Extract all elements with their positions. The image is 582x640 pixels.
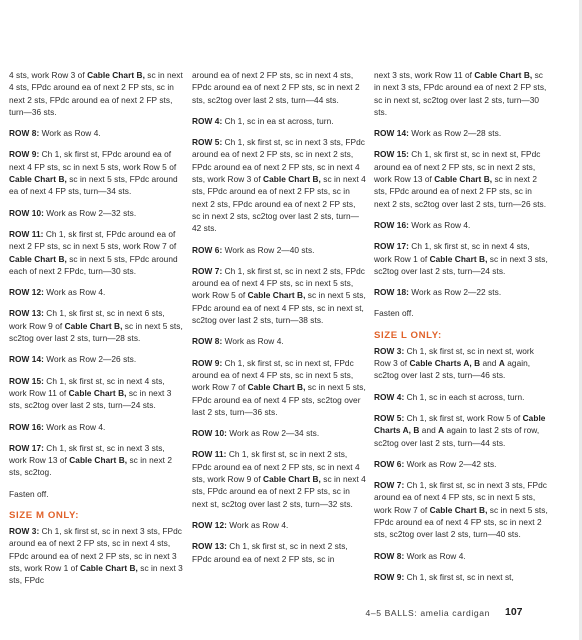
emphasis-text: Cable Chart B, xyxy=(69,455,128,466)
instruction-paragraph xyxy=(374,127,548,139)
instruction-paragraph xyxy=(374,479,548,540)
body-text: sc in next 3 sts, FPdc around ea of next 2 FP sts, sc in next st, sc2tog over last 2 sts, turn—30 sts. xyxy=(374,70,547,117)
body-text: Ch 1, sk first st, sc in next 3 sts, FPdc around ea of next 2 FP sts, sc in next 4 sts, FPdc around ea of next 2 FP sts, sc in next 3 sts, work Row 1 of xyxy=(9,526,182,573)
instruction-paragraph xyxy=(374,286,548,298)
body-text: sc in next 5 sts, sc2tog over last 2 sts, turn—28 sts. xyxy=(9,320,183,344)
instruction-paragraph xyxy=(9,525,183,586)
body-text: Work as Row 4. xyxy=(408,219,471,230)
body-text: Work as Row 4. xyxy=(404,550,466,561)
instruction-paragraph xyxy=(9,127,183,139)
emphasis-text: Cable Chart B, xyxy=(64,320,123,331)
body-text: Work as Row 2—32 sts. xyxy=(43,207,137,218)
page-number: 107 xyxy=(505,606,523,618)
emphasis-text: ROW 5: xyxy=(192,137,223,148)
body-text: Ch 1, sc in each st across, turn. xyxy=(404,391,525,402)
body-text: Ch 1, sk first st, sc in next 3 sts, work Row 13 of xyxy=(9,442,165,466)
instruction-paragraph xyxy=(9,375,183,412)
body-text: Work as Row 2—28 sts. xyxy=(408,128,502,139)
emphasis-text: ROW 6: xyxy=(192,244,223,255)
emphasis-text: ROW 4: xyxy=(374,391,405,402)
body-text: sc in next 2 sts, FPdc around ea of next 2 FP sts, sc in next 2 sts, sc2tog over last 2 sts, turn—26 sts. xyxy=(374,174,547,209)
emphasis-text: Cable Charts A, B xyxy=(374,412,546,436)
instruction-paragraph xyxy=(9,228,183,277)
emphasis-text: ROW 14: xyxy=(374,128,409,139)
body-text: Fasten off. xyxy=(9,488,49,499)
emphasis-text: ROW 8: xyxy=(192,336,223,347)
body-text: and xyxy=(419,425,439,436)
instruction-paragraph xyxy=(374,148,548,209)
body-text: Ch 1, sk first st, sc in next 3 sts, FPdc around ea of next 4 FP sts, sc in next 5 sts, work Row 7 of xyxy=(374,480,547,515)
emphasis-text: ROW 17: xyxy=(374,241,409,252)
emphasis-text: Cable Chart B, xyxy=(429,504,488,515)
body-text: Ch 1, sk first st, sc in next 3 sts, FPdc around ea of next 2 FP sts, sc in next 2 sts, FPdc around ea of next 2 FP sts, sc in next 4 sts, work Row 3 of xyxy=(192,137,365,185)
body-text: sc in next 3 sts, sc2tog over last 2 sts, turn—24 sts. xyxy=(374,253,548,276)
instruction-paragraph xyxy=(374,307,548,319)
section-heading xyxy=(9,509,183,522)
emphasis-text: ROW 7: xyxy=(374,480,405,491)
instruction-paragraph xyxy=(9,207,183,219)
emphasis-text: Cable Chart B, xyxy=(263,474,321,485)
emphasis-text: ROW 12: xyxy=(9,287,44,298)
instruction-paragraph xyxy=(192,448,366,509)
body-text: Work as Row 4. xyxy=(39,128,101,139)
emphasis-text: ROW 13: xyxy=(192,541,227,552)
emphasis-text: ROW 9: xyxy=(192,357,223,368)
emphasis-text: ROW 5: xyxy=(374,412,405,423)
instruction-paragraph xyxy=(9,421,183,433)
instruction-paragraph xyxy=(192,519,366,531)
body-text: Work as Row 2—26 sts. xyxy=(43,354,137,365)
instruction-paragraph xyxy=(374,550,548,562)
body-text: Work as Row 2—34 sts. xyxy=(226,428,320,439)
body-text: sc in next 5 sts, FPdc around ea of next 4 FP sts, turn—34 sts. xyxy=(9,174,178,197)
body-text: Ch 1, sk first st, FPdc around ea of next 4 FP sts, sc in next 5 sts, work Row 5 of xyxy=(9,149,177,172)
body-text: Work as Row 4. xyxy=(222,336,284,347)
running-footer-title: 4–5 BALLS: amelia cardigan xyxy=(365,608,490,618)
emphasis-text: ROW 13: xyxy=(9,308,44,319)
body-text: Work as Row 4. xyxy=(43,287,106,298)
column-right xyxy=(374,69,548,592)
emphasis-text: ROW 9: xyxy=(9,149,40,160)
body-text: Ch 1, sk first st, work Row 5 of xyxy=(404,412,523,423)
body-text: Ch 1, sk first st, FPdc around ea of next 2 FP sts, sc in next 5 sts, work Row 7 of xyxy=(9,228,177,252)
emphasis-text: ROW 10: xyxy=(192,428,227,439)
emphasis-text: Cable Chart B, xyxy=(434,174,493,185)
emphasis-text: ROW 15: xyxy=(374,149,409,160)
body-text: sc in next 2 sts, sc2tog. xyxy=(9,455,173,478)
body-text: Ch 1, sk first st, sc in next st, work Row 3 of xyxy=(374,345,534,369)
emphasis-text: ROW 11: xyxy=(192,449,227,460)
body-text: sc in next 5 sts, FPdc around ea of next 4 FP sts, sc in next 2 sts, sc2tog over last 2 sts, turn—40 sts. xyxy=(374,504,548,540)
instruction-paragraph xyxy=(374,412,548,449)
body-text: sc in next 5 sts, FPdc around ea of next 4 FP sts, sc in next st, sc2tog over last 2 sts, turn—38 sts. xyxy=(192,290,366,326)
body-text: Work as Row 2—40 sts. xyxy=(222,244,315,255)
body-text: again to last 2 sts of row, sc2tog over last 2 sts, turn—44 sts. xyxy=(374,425,540,448)
instruction-paragraph xyxy=(374,219,548,231)
instruction-paragraph xyxy=(374,345,548,382)
body-text: Fasten off. xyxy=(374,308,414,319)
emphasis-text: ROW 16: xyxy=(9,421,44,432)
instruction-paragraph xyxy=(192,136,366,234)
body-text: Ch 1, sk first st, sc in next st, FPdc around ea of next 2 FP sts, sc in next 2 sts, work Row 13 of xyxy=(374,149,541,185)
emphasis-text: ROW 8: xyxy=(374,550,405,561)
emphasis-text: ROW 11: xyxy=(9,228,44,239)
body-text: Ch 1, sk first st, sc in next 4 sts, work Row 1 of xyxy=(374,241,530,264)
instruction-paragraph xyxy=(192,115,366,127)
emphasis-text: ROW 10: xyxy=(9,207,44,218)
column-middle xyxy=(192,69,366,574)
body-text: Ch 1, sk first st, sc in next 2 sts, FPdc around ea of next 4 FP sts, sc in next 5 sts, work Row 5 of xyxy=(192,265,365,301)
emphasis-text: ROW 18: xyxy=(374,287,409,298)
emphasis-text: ROW 3: xyxy=(9,526,40,537)
emphasis-text: A xyxy=(498,358,505,369)
instruction-paragraph xyxy=(374,391,548,403)
emphasis-text: ROW 6: xyxy=(374,458,405,469)
emphasis-text: Cable Chart B, xyxy=(87,70,145,80)
emphasis-text: ROW 15: xyxy=(9,375,44,386)
page-footer xyxy=(0,606,582,620)
instruction-paragraph xyxy=(9,148,183,197)
body-text: Work as Row 4. xyxy=(226,519,289,530)
instruction-paragraph xyxy=(192,335,366,347)
instruction-paragraph xyxy=(9,69,183,118)
body-text: sc in next 4 sts, FPdc around ea of next 2 FP sts, sc in next st, sc2tog over last 2 sts, turn—32 sts. xyxy=(192,474,366,509)
emphasis-text: Cable Chart B, xyxy=(474,70,533,80)
instruction-paragraph xyxy=(374,240,548,277)
emphasis-text: Cable Chart B, xyxy=(247,382,306,393)
instruction-paragraph xyxy=(192,265,366,326)
emphasis-text: Cable Chart B, xyxy=(263,174,321,185)
instruction-paragraph xyxy=(9,286,183,298)
body-text: again, sc2tog over last 2 sts, turn—46 sts. xyxy=(374,358,531,381)
instruction-paragraph xyxy=(374,571,548,583)
emphasis-text: Cable Chart B, xyxy=(80,562,138,573)
emphasis-text: Cable Chart B, xyxy=(9,253,67,264)
body-text: Ch 1, sk first st, sc in next 2 sts, FPdc around ea of next 2 FP sts, sc in xyxy=(192,541,348,564)
instruction-paragraph xyxy=(192,540,366,565)
emphasis-text: Cable Charts A, B xyxy=(409,358,481,369)
instruction-paragraph xyxy=(9,353,183,365)
body-text: sc in next 3 sts, sc2tog over last 2 sts, turn—24 sts. xyxy=(9,387,172,411)
body-text: SIZE M ONLY: xyxy=(9,510,80,522)
instruction-paragraph xyxy=(192,427,366,439)
instruction-paragraph xyxy=(9,488,183,500)
body-text: sc in next 5 sts, FPdc around each of next 2 FPdc, turn—30 sts. xyxy=(9,253,178,276)
instruction-paragraph xyxy=(374,458,548,470)
body-text: SIZE L ONLY: xyxy=(374,329,442,341)
body-text: Ch 1, sk first st, sc in next st, FPdc around ea of next 4 FP sts, sc in next 5 sts, work Row 7 of xyxy=(192,357,354,393)
emphasis-text: ROW 17: xyxy=(9,442,44,453)
body-text: Work as Row 2—42 sts. xyxy=(404,458,497,469)
emphasis-text: Cable Chart B, xyxy=(247,290,306,301)
emphasis-text: Cable Chart B, xyxy=(429,253,488,264)
body-text: sc in next 5 sts, FPdc around ea of next 4 FP sts, sc2tog over last 2 sts, turn—36 sts. xyxy=(192,382,366,417)
body-text: Ch 1, sc in ea st across, turn. xyxy=(222,115,334,126)
emphasis-text: Cable Chart B, xyxy=(68,387,127,398)
emphasis-text: ROW 8: xyxy=(9,128,40,139)
body-text: 4 sts, work Row 3 of xyxy=(9,70,88,80)
body-text: sc in next 4 sts, FPdc around ea of next 2 FP sts, sc in next 2 sts, FPdc around ea of next 2 FP sts, sc in next 2 sts, sc2tog over last 2 sts, turn—42 sts. xyxy=(192,174,366,234)
emphasis-text: Cable Chart B, xyxy=(9,174,67,185)
body-text: Ch 1, sk first st, sc in next 4 sts, work Row 11 of xyxy=(9,375,165,398)
instruction-paragraph xyxy=(192,357,366,418)
instruction-paragraph xyxy=(9,442,183,479)
emphasis-text: A xyxy=(438,425,445,436)
body-text: around ea of next 2 FP sts, sc in next 4 sts, FPdc around ea of next 2 FP sts, sc in next 2 sts, sc2tog over last 2 sts, turn—44 sts. xyxy=(192,70,360,105)
emphasis-text: ROW 4: xyxy=(192,115,223,126)
column-left xyxy=(9,69,183,596)
body-text: Ch 1, sk first st, sc in next 2 sts, FPdc around ea of next 2 FP sts, sc in next 4 sts, work Row 9 of xyxy=(192,449,360,485)
body-text: and xyxy=(480,358,499,369)
body-text: sc in next 3 sts, FPdc xyxy=(9,562,183,586)
body-text: Work as Row 2—22 sts. xyxy=(408,287,502,298)
emphasis-text: ROW 14: xyxy=(9,354,44,365)
instruction-paragraph xyxy=(192,69,366,106)
instruction-paragraph xyxy=(9,307,183,344)
instruction-paragraph xyxy=(192,244,366,256)
emphasis-text: ROW 16: xyxy=(374,219,409,230)
body-text: Work as Row 4. xyxy=(43,421,106,432)
emphasis-text: ROW 9: xyxy=(374,571,405,582)
emphasis-text: ROW 7: xyxy=(192,265,223,276)
section-heading xyxy=(374,329,548,342)
body-text: Ch 1, sk first st, sc in next 6 sts, work Row 9 of xyxy=(9,308,165,331)
instruction-paragraph xyxy=(374,69,548,118)
body-text: Ch 1, sk first st, sc in next st, xyxy=(404,571,514,582)
emphasis-text: ROW 3: xyxy=(374,345,405,356)
emphasis-text: ROW 12: xyxy=(192,519,227,530)
body-text: next 3 sts, work Row 11 of xyxy=(374,70,475,80)
body-text: sc in next 4 sts, FPdc around ea of next 2 FP sts, sc in next 2 sts, FPdc around ea of next 2 FP sts, turn—36 sts. xyxy=(9,70,183,117)
